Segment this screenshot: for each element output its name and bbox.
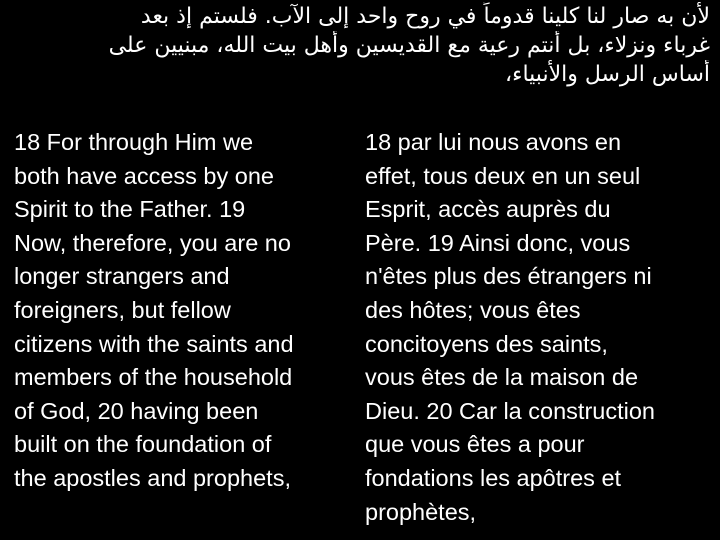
english-verse-line: of God, 20 having been	[14, 397, 259, 424]
french-verse-line: vous êtes de la maison de	[365, 364, 639, 391]
english-verse-line: built on the foundation of	[14, 431, 272, 458]
french-verse-line: 18 par lui nous avons en	[365, 129, 622, 155]
arabic-verse-line: لأن به صار لنا كلينا قدوماً في روح واحد إلى الآب. فلستم إذ بعد	[140, 4, 710, 29]
french-verse-line: prophètes,	[365, 498, 477, 525]
french-verse-line: Dieu. 20 Car la construction	[365, 397, 655, 424]
french-verse-line: Père. 19 Ainsi donc, vous	[365, 229, 631, 256]
french-verse-line: concitoyens des saints,	[365, 330, 608, 357]
french-verse-line: effet, tous deux en un seul	[365, 162, 641, 189]
english-verse-line: longer strangers and	[14, 263, 230, 290]
arabic-verse-block	[12, 2, 710, 89]
english-verse-column	[14, 126, 359, 496]
english-verse-line: both have access by one	[14, 162, 274, 189]
french-verse-line: fondations les apôtres et	[365, 464, 622, 491]
english-verse-line: 18 For through Him we	[14, 129, 254, 155]
english-verse-line: the apostles and prophets,	[14, 464, 291, 491]
french-verse-column	[365, 126, 715, 529]
english-verse-line: members of the household	[14, 364, 293, 391]
english-verse-line: Spirit to the Father. 19	[14, 196, 246, 223]
french-verse-line: que vous êtes a pour	[365, 431, 585, 458]
english-verse-line: citizens with the saints and	[14, 330, 294, 357]
arabic-verse-line: أساس الرسل والأنبياء،	[505, 62, 710, 87]
english-verse-line: Now, therefore, you are no	[14, 229, 291, 256]
french-verse-line: des hôtes; vous êtes	[365, 296, 581, 323]
french-verse-line: n'êtes plus des étrangers ni	[365, 263, 652, 290]
english-verse-line: foreigners, but fellow	[14, 296, 231, 323]
french-verse-line: Esprit, accès auprès du	[365, 196, 611, 223]
arabic-verse-line: غرباء ونزلاء، بل أنتم رعية مع القديسين وأهل بيت الله، مبنيين على	[108, 33, 710, 58]
